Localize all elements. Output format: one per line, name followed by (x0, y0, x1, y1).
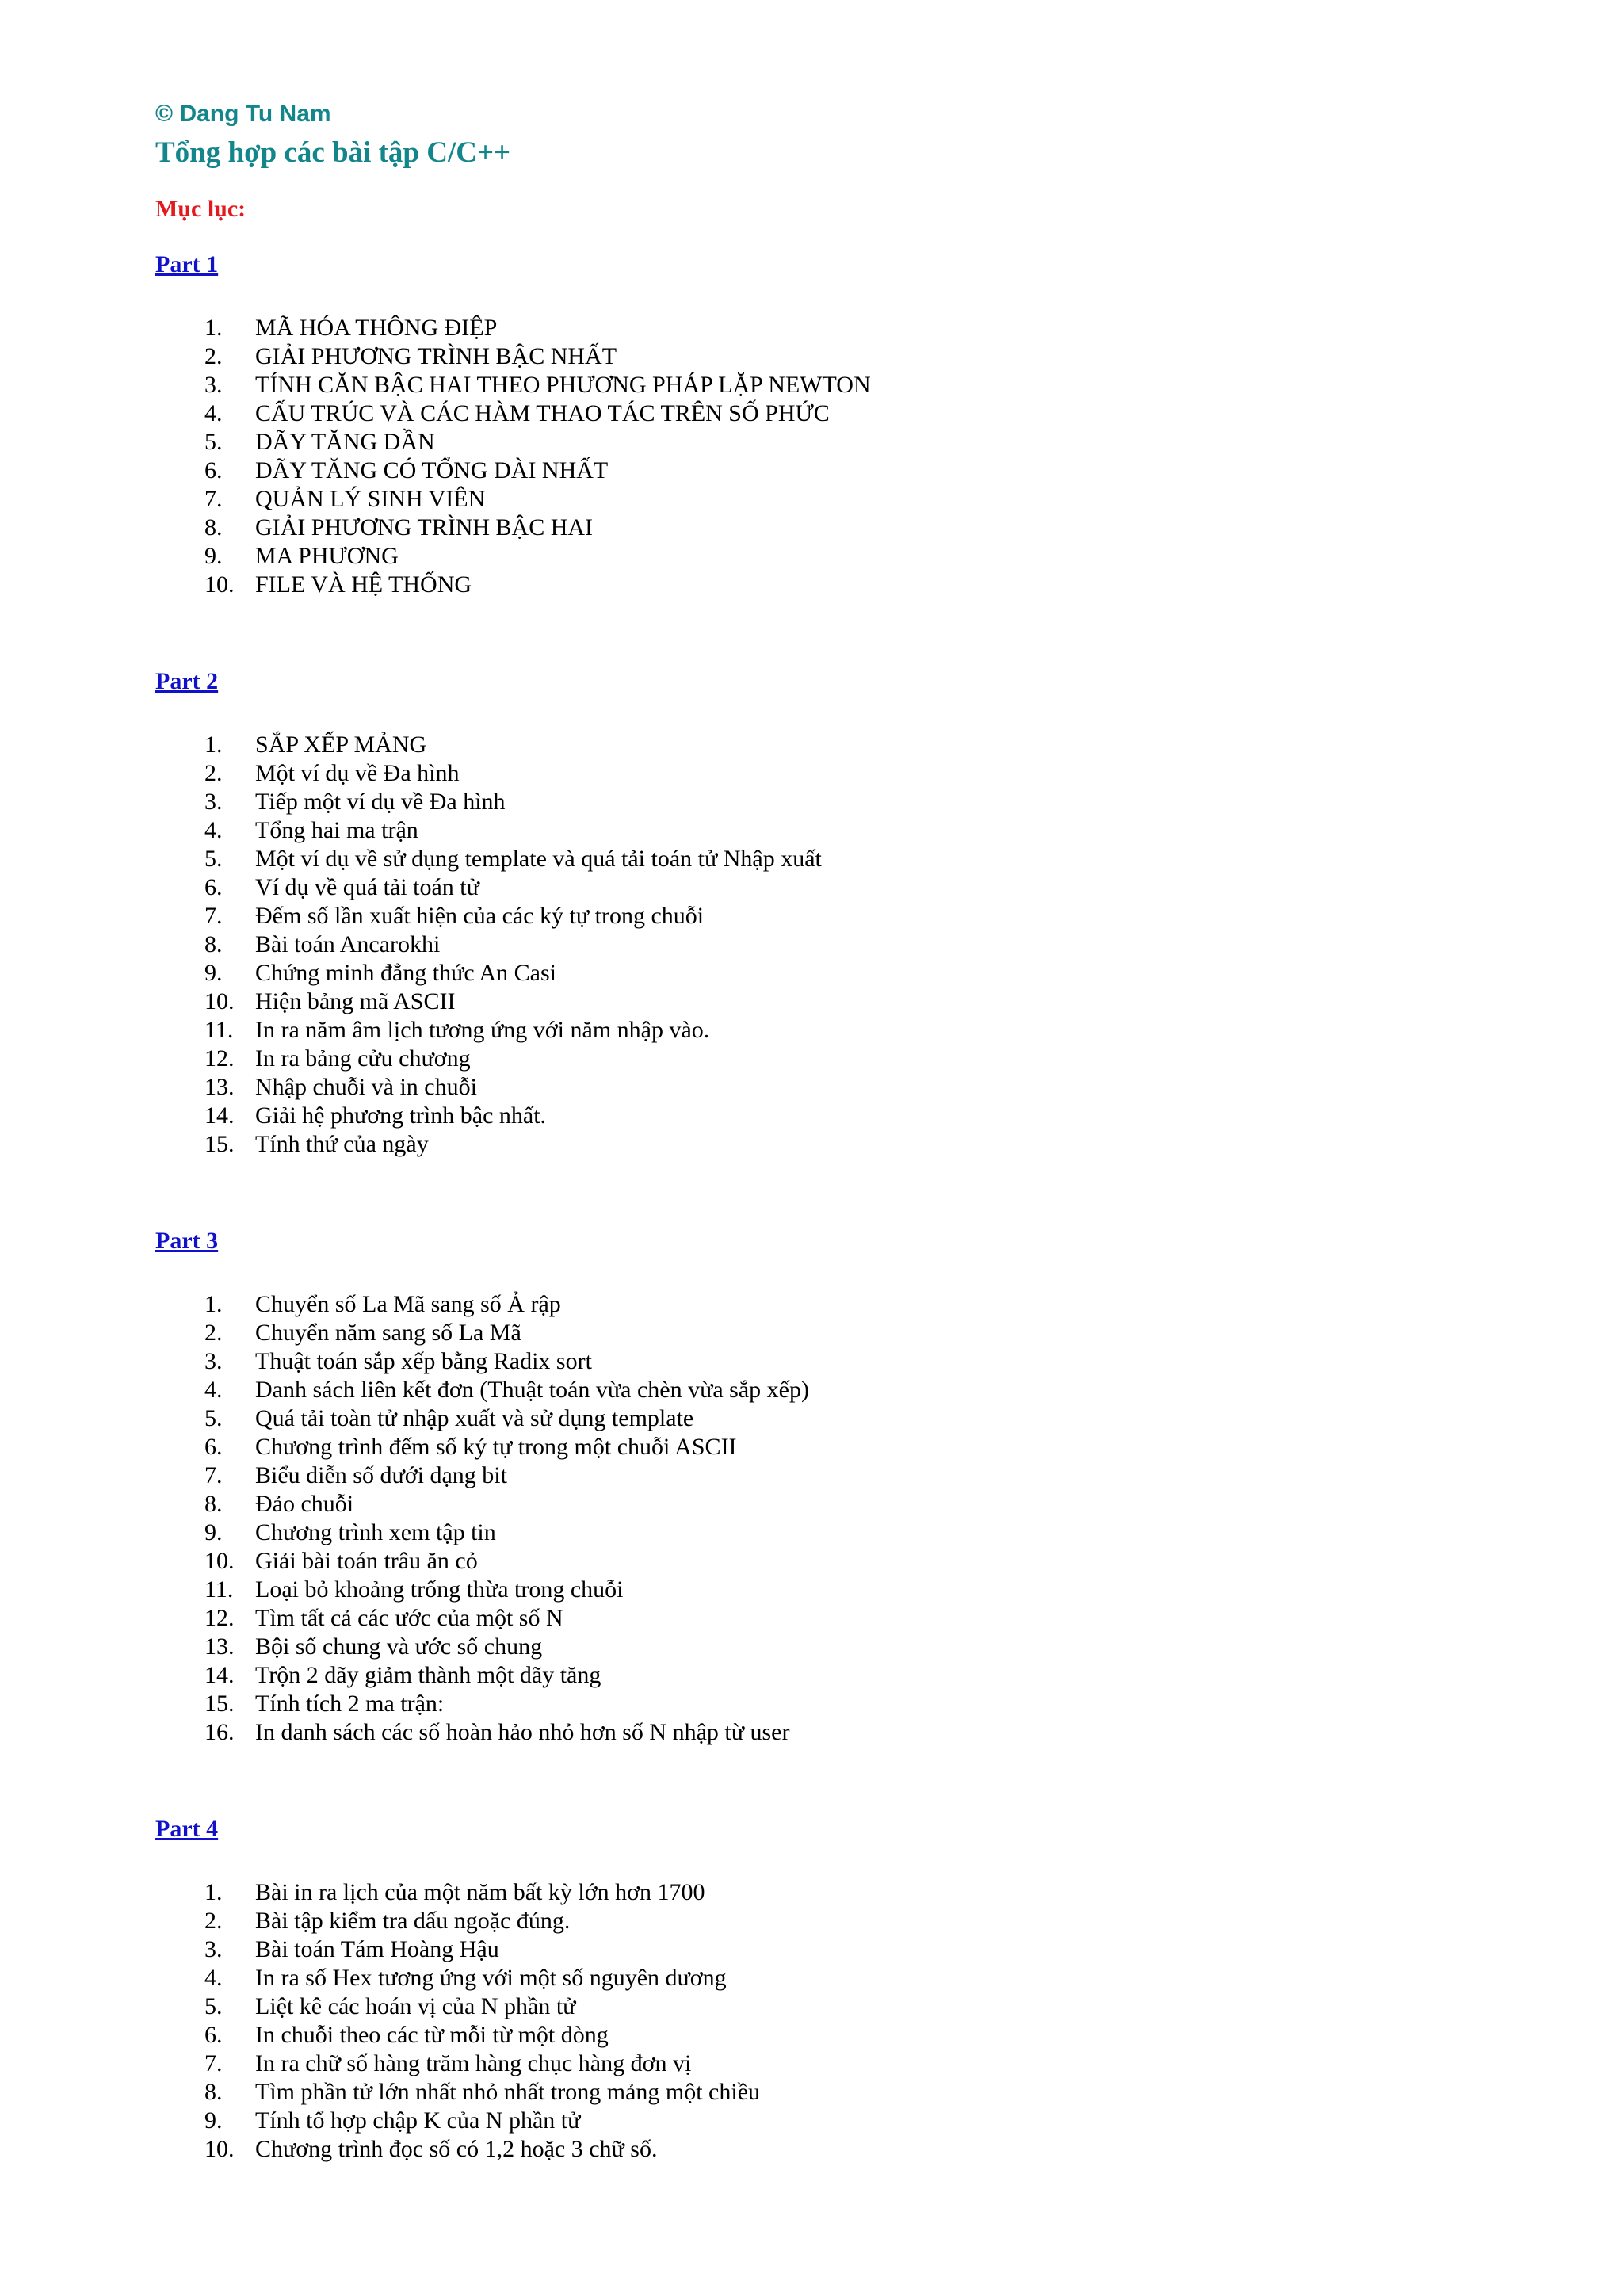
toc-item-title: GIẢI PHƯƠNG TRÌNH BẬC HAI (255, 514, 594, 541)
toc-item-title: Bài tập kiểm tra dấu ngoặc đúng. (255, 1908, 571, 1934)
toc-item-title: Loại bỏ khoảng trống thừa trong chuỗi (255, 1576, 624, 1603)
part-4-link[interactable]: Part 4 (155, 1816, 219, 1842)
toc-item-title: Chuyển số La Mã sang số Ả rập (255, 1291, 561, 1317)
toc-item-number: 1. (204, 315, 223, 341)
toc-item (155, 1935, 1503, 1964)
toc-item (155, 759, 1503, 788)
toc-item (155, 428, 1503, 457)
toc-item-number: 5. (204, 846, 223, 872)
toc-item (155, 930, 1503, 959)
toc-item (155, 571, 1503, 599)
toc-item-title: FILE VÀ HỆ THỐNG (255, 571, 472, 598)
toc-item-number: 14. (204, 1662, 235, 1688)
toc-item (155, 1604, 1503, 1633)
toc-item-number: 6. (204, 874, 223, 900)
toc-item-title: Tổng hai ma trận (255, 817, 418, 843)
toc-item-title: Chuyển năm sang số La Mã (255, 1320, 521, 1346)
toc-item-number: 1. (204, 1879, 223, 1905)
toc-item-number: 5. (204, 1993, 223, 2019)
toc-item (155, 959, 1503, 988)
toc-item-number: 7. (204, 903, 223, 929)
toc-item-title: Đếm số lần xuất hiện của các ký tự trong chuỗi (255, 903, 705, 929)
toc-item-number: 9. (204, 1519, 223, 1545)
part-1-item-list (155, 314, 1503, 599)
toc-item-number: 3. (204, 789, 223, 815)
toc-item (155, 873, 1503, 902)
toc-item (155, 1130, 1503, 1159)
toc-item-title: GIẢI PHƯƠNG TRÌNH BẬC NHẤT (255, 343, 617, 369)
toc-item-title: Bài toán Tám Hoàng Hậu (255, 1936, 499, 1962)
toc-item-title: Tiếp một ví dụ về Đa hình (255, 789, 506, 815)
toc-item (155, 457, 1503, 485)
toc-heading: Mục lục: (155, 196, 246, 222)
toc-item (155, 1907, 1503, 1935)
toc-item-title: SẮP XẾP MẢNG (255, 732, 427, 758)
toc-item-title: In ra số Hex tương ứng với một số nguyên dương (255, 1965, 727, 1991)
toc-item (155, 788, 1503, 816)
toc-item-title: Thuật toán sắp xếp bằng Radix sort (255, 1348, 592, 1374)
toc-item-title: Tính tổ hợp chập K của N phần tử (255, 2107, 581, 2134)
toc-item (155, 1690, 1503, 1718)
toc-item-title: Chương trình đếm số ký tự trong một chuỗi ASCII (255, 1434, 737, 1460)
toc-item-title: Giải bài toán trâu ăn cỏ (255, 1548, 478, 1574)
toc-item (155, 1633, 1503, 1661)
toc-item-title: TÍNH CĂN BẬC HAI THEO PHƯƠNG PHÁP LẶP NEWTON (255, 372, 871, 398)
toc-item (155, 1073, 1503, 1102)
toc-item-number: 15. (204, 1131, 235, 1157)
toc-item-title: Hiện bảng mã ASCII (255, 988, 456, 1014)
toc-item (155, 2050, 1503, 2078)
toc-item-number: 1. (204, 732, 223, 758)
toc-item-title: In chuỗi theo các từ mỗi từ một dòng (255, 2022, 609, 2048)
toc-item-number: 15. (204, 1690, 235, 1717)
toc-item-title: Bội số chung và ước số chung (255, 1633, 543, 1660)
toc-item-title: Bài toán Ancarokhi (255, 931, 441, 957)
toc-item-number: 7. (204, 486, 223, 512)
toc-item (155, 1404, 1503, 1433)
toc-item-number: 6. (204, 1434, 223, 1460)
toc-item-number: 5. (204, 429, 223, 455)
document-page (155, 89, 1503, 2164)
toc-item (155, 1319, 1503, 1347)
toc-item-title: Chương trình xem tập tin (255, 1519, 496, 1545)
toc-item (155, 2021, 1503, 2050)
toc-item-number: 2. (204, 343, 223, 369)
toc-item-number: 3. (204, 1348, 223, 1374)
toc-item (155, 1347, 1503, 1376)
author-credit: © Dang Tu Nam (155, 101, 331, 127)
toc-item-number: 13. (204, 1074, 235, 1100)
toc-item-title: In ra bảng cửu chương (255, 1045, 471, 1072)
toc-item-number: 9. (204, 960, 223, 986)
toc-item (155, 988, 1503, 1016)
part-3-item-list (155, 1290, 1503, 1747)
toc-item (155, 1461, 1503, 1490)
toc-item-number: 9. (204, 2107, 223, 2134)
toc-part-4 (155, 1813, 1503, 2164)
toc-item-number: 8. (204, 514, 223, 541)
toc-item-number: 8. (204, 931, 223, 957)
toc-item-number: 4. (204, 1377, 223, 1403)
document-title: Tổng hợp các bài tập C/C++ (155, 136, 511, 169)
toc-item (155, 1964, 1503, 1992)
toc-item-title: Một ví dụ về sử dụng template và quá tải toán tử Nhập xuất (255, 846, 822, 872)
toc-item (155, 731, 1503, 759)
toc-item-title: Biểu diễn số dưới dạng bit (255, 1462, 507, 1488)
toc-item-number: 5. (204, 1405, 223, 1431)
toc-item (155, 1661, 1503, 1690)
toc-item-number: 16. (204, 1719, 235, 1745)
part-3-link[interactable]: Part 3 (155, 1228, 219, 1254)
toc-item-number: 1. (204, 1291, 223, 1317)
toc-item-number: 2. (204, 760, 223, 786)
toc-item (155, 1376, 1503, 1404)
toc-item-number: 2. (204, 1320, 223, 1346)
toc-item-number: 6. (204, 2022, 223, 2048)
toc-item (155, 485, 1503, 514)
toc-item-title: Bài in ra lịch của một năm bất kỳ lớn hơn 1700 (255, 1879, 705, 1905)
toc-item (155, 2107, 1503, 2135)
toc-item-number: 10. (204, 988, 235, 1014)
toc-item-title: Tính tích 2 ma trận: (255, 1690, 445, 1717)
toc-item-title: Tìm phần tử lớn nhất nhỏ nhất trong mảng một chiều (255, 2079, 761, 2105)
toc-item (155, 1433, 1503, 1461)
toc-item (155, 845, 1503, 873)
part-2-item-list (155, 731, 1503, 1159)
toc-item-title: DÃY TĂNG CÓ TỔNG DÀI NHẤT (255, 457, 609, 483)
toc-item-title: Ví dụ về quá tải toán tử (255, 874, 479, 900)
toc-item-number: 9. (204, 543, 223, 569)
toc-item (155, 1992, 1503, 2021)
toc-item-title: Giải hệ phương trình bậc nhất. (255, 1102, 547, 1129)
toc-item-number: 11. (204, 1576, 234, 1603)
toc-item-title: In danh sách các số hoàn hảo nhỏ hơn số N nhập từ user (255, 1719, 790, 1745)
toc-item-title: MA PHƯƠNG (255, 543, 399, 569)
toc-item-title: MÃ HÓA THÔNG ĐIỆP (255, 315, 498, 341)
toc-item-number: 12. (204, 1605, 235, 1631)
toc-item (155, 1045, 1503, 1073)
toc-item (155, 1016, 1503, 1045)
toc-item-title: In ra năm âm lịch tương ứng với năm nhập vào. (255, 1017, 710, 1043)
toc-item (155, 902, 1503, 930)
toc-part-3 (155, 1225, 1503, 1747)
toc-item (155, 2078, 1503, 2107)
toc-item-title: DÃY TĂNG DẦN (255, 429, 435, 455)
toc-part-2 (155, 666, 1503, 1159)
toc-item (155, 1576, 1503, 1604)
toc-item-title: In ra chữ số hàng trăm hàng chục hàng đơn vị (255, 2050, 692, 2076)
toc-item-title: Trộn 2 dãy giảm thành một dãy tăng (255, 1662, 601, 1688)
part-4-item-list (155, 1878, 1503, 2164)
toc-item-number: 4. (204, 1965, 223, 1991)
toc-item-title: QUẢN LÝ SINH VIÊN (255, 486, 486, 512)
toc-item-number: 3. (204, 1936, 223, 1962)
toc-item (155, 342, 1503, 371)
toc-item-number: 2. (204, 1908, 223, 1934)
toc-item (155, 314, 1503, 342)
toc-part-1 (155, 249, 1503, 599)
toc-item-number: 10. (204, 1548, 235, 1574)
toc-item-number: 8. (204, 1491, 223, 1517)
toc-item (155, 1878, 1503, 1907)
toc-item (155, 2135, 1503, 2164)
toc-item-number: 4. (204, 817, 223, 843)
toc-item-number: 8. (204, 2079, 223, 2105)
toc-item (155, 542, 1503, 571)
toc-item-number: 10. (204, 571, 235, 598)
toc-item-title: Đảo chuỗi (255, 1491, 354, 1517)
toc-item (155, 816, 1503, 845)
toc-item (155, 1490, 1503, 1519)
toc-item (155, 514, 1503, 542)
toc-item-title: CẤU TRÚC VÀ CÁC HÀM THAO TÁC TRÊN SỐ PHỨC (255, 400, 830, 426)
toc-item (155, 1290, 1503, 1319)
toc-item-title: Liệt kê các hoán vị của N phần tử (255, 1993, 576, 2019)
toc-item-number: 7. (204, 1462, 223, 1488)
toc-item-title: Một ví dụ về Đa hình (255, 760, 460, 786)
toc-item-title: Tìm tất cả các ước của một số N (255, 1605, 563, 1631)
toc-item-number: 11. (204, 1017, 234, 1043)
toc-item-title: Nhập chuỗi và in chuỗi (255, 1074, 477, 1100)
toc-item (155, 1547, 1503, 1576)
toc-item (155, 1718, 1503, 1747)
toc-item-number: 13. (204, 1633, 235, 1660)
toc-item-title: Quá tải toàn tử nhập xuất và sử dụng template (255, 1405, 694, 1431)
toc-item-title: Danh sách liên kết đơn (Thuật toán vừa chèn vừa sắp xếp) (255, 1377, 809, 1403)
toc-item-number: 3. (204, 372, 223, 398)
toc-item-title: Chứng minh đẳng thức An Casi (255, 960, 557, 986)
toc-item (155, 1519, 1503, 1547)
toc-item (155, 371, 1503, 399)
toc-item-number: 14. (204, 1102, 235, 1129)
toc-item-number: 10. (204, 2136, 235, 2162)
toc-item-title: Chương trình đọc số có 1,2 hoặc 3 chữ số. (255, 2136, 658, 2162)
toc-item-title: Tính thứ của ngày (255, 1131, 429, 1157)
toc-item (155, 399, 1503, 428)
part-2-link[interactable]: Part 2 (155, 668, 219, 694)
toc-item (155, 1102, 1503, 1130)
toc-item-number: 7. (204, 2050, 223, 2076)
part-1-link[interactable]: Part 1 (155, 251, 219, 277)
toc-item-number: 4. (204, 400, 223, 426)
toc-item-number: 12. (204, 1045, 235, 1072)
toc-item-number: 6. (204, 457, 223, 483)
